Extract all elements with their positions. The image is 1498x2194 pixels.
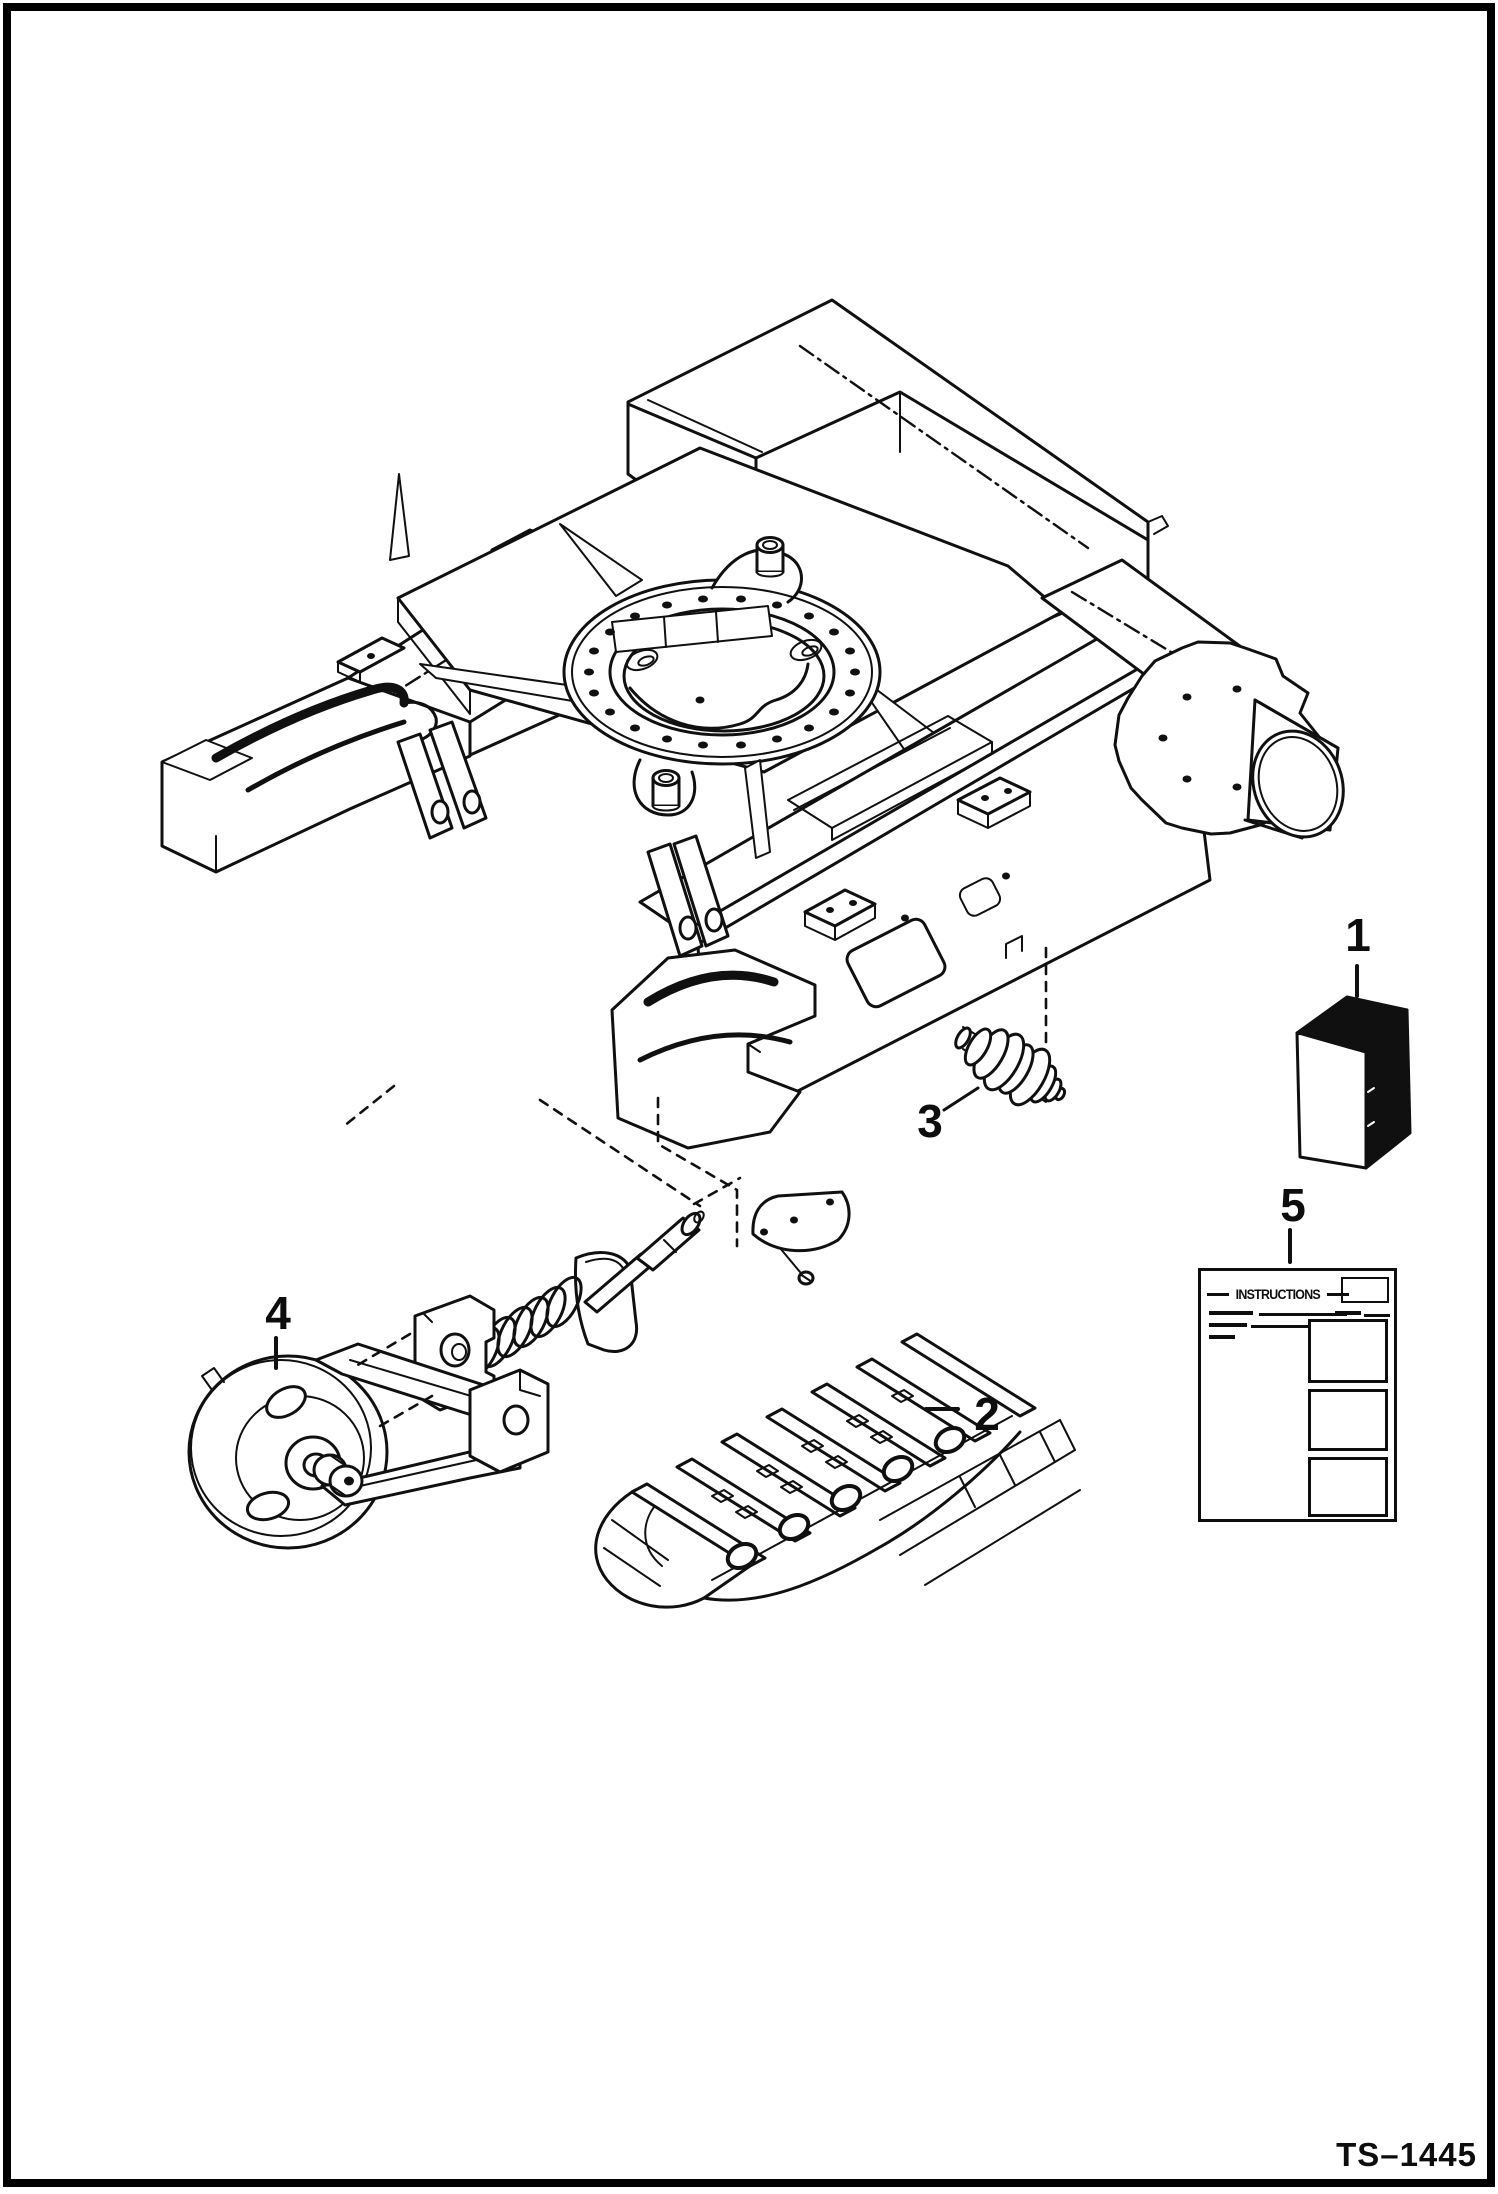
sheet-field-line-1	[1259, 1313, 1347, 1316]
sheet-field-label-1	[1209, 1311, 1253, 1315]
sheet-figure-box-2	[1308, 1389, 1388, 1451]
pivot-boss-bottom	[653, 771, 679, 811]
callout-1: 1	[1345, 909, 1371, 961]
sheet-field-label-2	[1209, 1323, 1247, 1327]
track-roller	[953, 1025, 1067, 1111]
sheet-header	[1207, 1287, 1349, 1302]
header-dash-left	[1207, 1293, 1229, 1297]
callout-4: 4	[265, 1287, 291, 1339]
rubber-track	[596, 1334, 1080, 1607]
sheet-figure-box-3	[1308, 1457, 1388, 1517]
cover-plate	[753, 1192, 849, 1284]
drawing-code: TS–1445	[1336, 2136, 1477, 2173]
callout-5: 5	[1280, 1179, 1306, 1231]
sheet-field-line-no	[1364, 1314, 1390, 1317]
sheet-field-label-3	[1209, 1335, 1235, 1339]
sheet-field-label-no	[1335, 1311, 1361, 1315]
parts-kit-box	[1297, 997, 1410, 1168]
pivot-boss-top	[757, 538, 783, 577]
header-dash-right	[1327, 1293, 1349, 1297]
callout-2: 2	[974, 1388, 1000, 1440]
instruction-sheet	[1198, 1268, 1397, 1522]
sheet-title: INSTRUCTIONS	[1235, 1287, 1320, 1302]
sheet-figure-box-1	[1308, 1319, 1388, 1383]
callout-3: 3	[917, 1095, 943, 1147]
